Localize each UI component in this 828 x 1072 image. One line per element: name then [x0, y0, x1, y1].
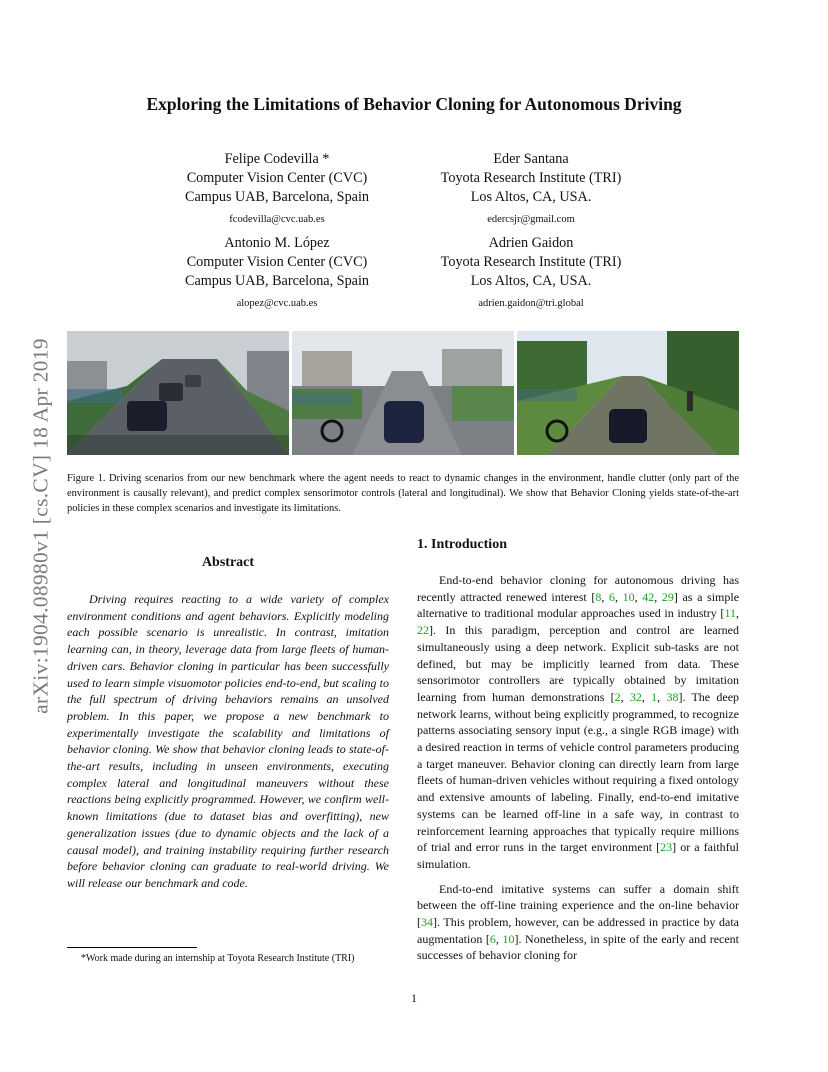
- paragraph-text: End-to-end behavior cloning for autonomous driving has recently attracted renewed interest [: [417, 573, 739, 604]
- introduction-heading: 1. Introduction: [417, 537, 507, 552]
- author-location: Los Altos, CA, USA.: [470, 189, 592, 205]
- author-location: Campus UAB, Barcelona, Spain: [184, 273, 369, 289]
- introduction-paragraph-2: [417, 881, 739, 965]
- paragraph-text: ]. In this paradigm, perception and control are learned simultaneously using a deep network. Explicit sub-tasks are not defined, but may be implicitly learned from data. These sensorimotor controllers are typically obtained by imitation learning from human demonstrations [: [417, 623, 739, 704]
- paragraph-text: ,: [736, 606, 739, 621]
- abstract-body: [67, 591, 389, 892]
- paragraph-text: ] as a simple alternative to traditional modular approaches used in industry [: [417, 589, 740, 621]
- author-email: alopez@cvc.uab.es: [236, 298, 318, 309]
- paragraph-text: ,: [495, 931, 503, 946]
- paragraph-text: ] or a faithful simulation.: [417, 840, 739, 871]
- author-location: Los Altos, CA, USA.: [470, 273, 592, 289]
- author-block-1: [150, 150, 404, 229]
- citation-link[interactable]: 10: [622, 589, 635, 604]
- figure-caption: Figure 1. Driving scenarios from our new benchmark where the agent needs to react to dynamic changes in the environment, handle clutter (only part of the environment is causally relevant), and predict complex sensorimotor controls (lateral and longitudinal). We show that Behavior Cloning yields state-of-the-art policies in these complex scenarios and investigate its limitations.: [67, 473, 739, 514]
- abstract-text: Driving requires reacting to a wide variety of complex environment conditions and agent behaviors. Explicitly modeling each possible scenario is unrealistic. In contrast, imitation learning can, in theory, leverage data from large fleets of human-driven cars. Behavior cloning in particular has been successfully used to learn simple visuomotor policies end-to-end, but scaling to the full spectrum of driving behaviors remains an unsolved problem. In this paper, we propose a new benchmark to experimentally investigate the scalability and limitations of behavior cloning. We show that behavior cloning leads to state-of-the-art results, including in unseen environments, executing complex lateral and longitudinal maneuvers without these reactions being explicitly programmed. However, we confirm well-known limitations (due to dataset bias and overfitting), new generalization issues (due to dynamic objects and the lack of a causal model), and training instability requiring further research before behavior cloning can graduate to real-world driving. We will release our benchmark and code.: [67, 592, 389, 890]
- figure-1: [67, 331, 739, 455]
- citation-link[interactable]: 1: [651, 689, 658, 704]
- author-block-2: [404, 150, 658, 229]
- author-affiliation: Computer Vision Center (CVC): [186, 170, 368, 186]
- paragraph-text: ,: [641, 689, 652, 704]
- citation-link[interactable]: 11: [724, 606, 736, 621]
- author-email: edercsjr@gmail.com: [487, 214, 575, 225]
- footnote-rule: [67, 947, 197, 948]
- author-affiliation: Toyota Research Institute (TRI): [440, 170, 622, 186]
- abstract-heading: Abstract: [201, 555, 255, 570]
- arxiv-identifier-text: arXiv:1904.08980v1 [cs.CV] 18 Apr 2019: [28, 338, 53, 714]
- author-block-4: [404, 234, 658, 313]
- footnote: [67, 952, 389, 965]
- citation-link[interactable]: 23: [660, 840, 673, 855]
- citation-link[interactable]: 6: [609, 589, 615, 604]
- citation-link[interactable]: 6: [489, 931, 496, 946]
- arxiv-identifier: [16, 286, 66, 766]
- author-affiliation: Computer Vision Center (CVC): [186, 254, 368, 270]
- citation-link[interactable]: 32: [629, 689, 642, 704]
- citation-link[interactable]: 2: [614, 689, 621, 704]
- author-affiliation: Toyota Research Institute (TRI): [440, 254, 622, 270]
- citation-link[interactable]: 34: [421, 915, 433, 930]
- author-name: Adrien Gaidon: [488, 235, 574, 251]
- paragraph-text: ,: [657, 689, 667, 704]
- citation-link[interactable]: 10: [502, 931, 515, 946]
- paper-title: Exploring the Limitations of Behavior Cloning for Autonomous Driving: [146, 94, 682, 114]
- author-name: Felipe Codevilla *: [224, 151, 330, 167]
- citation-link[interactable]: 8: [595, 589, 602, 604]
- paragraph-text: ]. The deep network learns, without being explicitly programmed, to recognize patterns associating sensory input (e.g., a single RGB image) with a desired reaction in terms of vehicle control parameters producing a target maneuver. Behavior cloning can directly learn from large fleets of human-driven vehicles without requiring a fixed ontology and extensive amounts of labeling. Finally, end-to-end imitative systems can be learned off-line in a safe way, in contrast to reinforcement learning approaches that typically require millions of trial and error runs in the target environment [: [417, 689, 740, 855]
- author-block-3: [150, 234, 404, 313]
- citation-link[interactable]: 29: [661, 589, 674, 604]
- paragraph-text: ,: [654, 589, 662, 604]
- paragraph-text: ,: [620, 689, 630, 704]
- citation-link[interactable]: 38: [666, 689, 679, 704]
- author-email: adrien.gaidon@tri.global: [478, 298, 584, 309]
- introduction-body: [417, 572, 739, 972]
- citation-link[interactable]: 42: [642, 589, 655, 604]
- page-number: 1: [411, 991, 417, 1005]
- paragraph-text: ,: [601, 589, 609, 604]
- figure-panel-tree-road: [517, 331, 739, 455]
- paragraph-text: ]. Nonetheless, in spite of the early and recent successes of behavior cloning for: [417, 931, 740, 963]
- figure-panel-town-road: [292, 331, 514, 455]
- paragraph-text: ,: [634, 589, 643, 604]
- footnote-text: *Work made during an internship at Toyota Research Institute (TRI): [81, 953, 355, 964]
- author-location: Campus UAB, Barcelona, Spain: [184, 189, 369, 205]
- paragraph-text: End-to-end imitative systems can suffer a domain shift between the off-line training experience and the on-line behavior [: [417, 881, 739, 930]
- figure-panel-rainy-city: [67, 331, 289, 455]
- paragraph-text: ,: [615, 589, 623, 604]
- introduction-paragraph-1: [417, 572, 739, 873]
- author-name: Eder Santana: [493, 151, 569, 167]
- paragraph-text: ]. This problem, however, can be addressed in practice by data augmentation [: [417, 915, 739, 946]
- citation-link[interactable]: 22: [417, 623, 429, 638]
- author-name: Antonio M. López: [224, 235, 330, 251]
- author-email: fcodevilla@cvc.uab.es: [229, 214, 325, 225]
